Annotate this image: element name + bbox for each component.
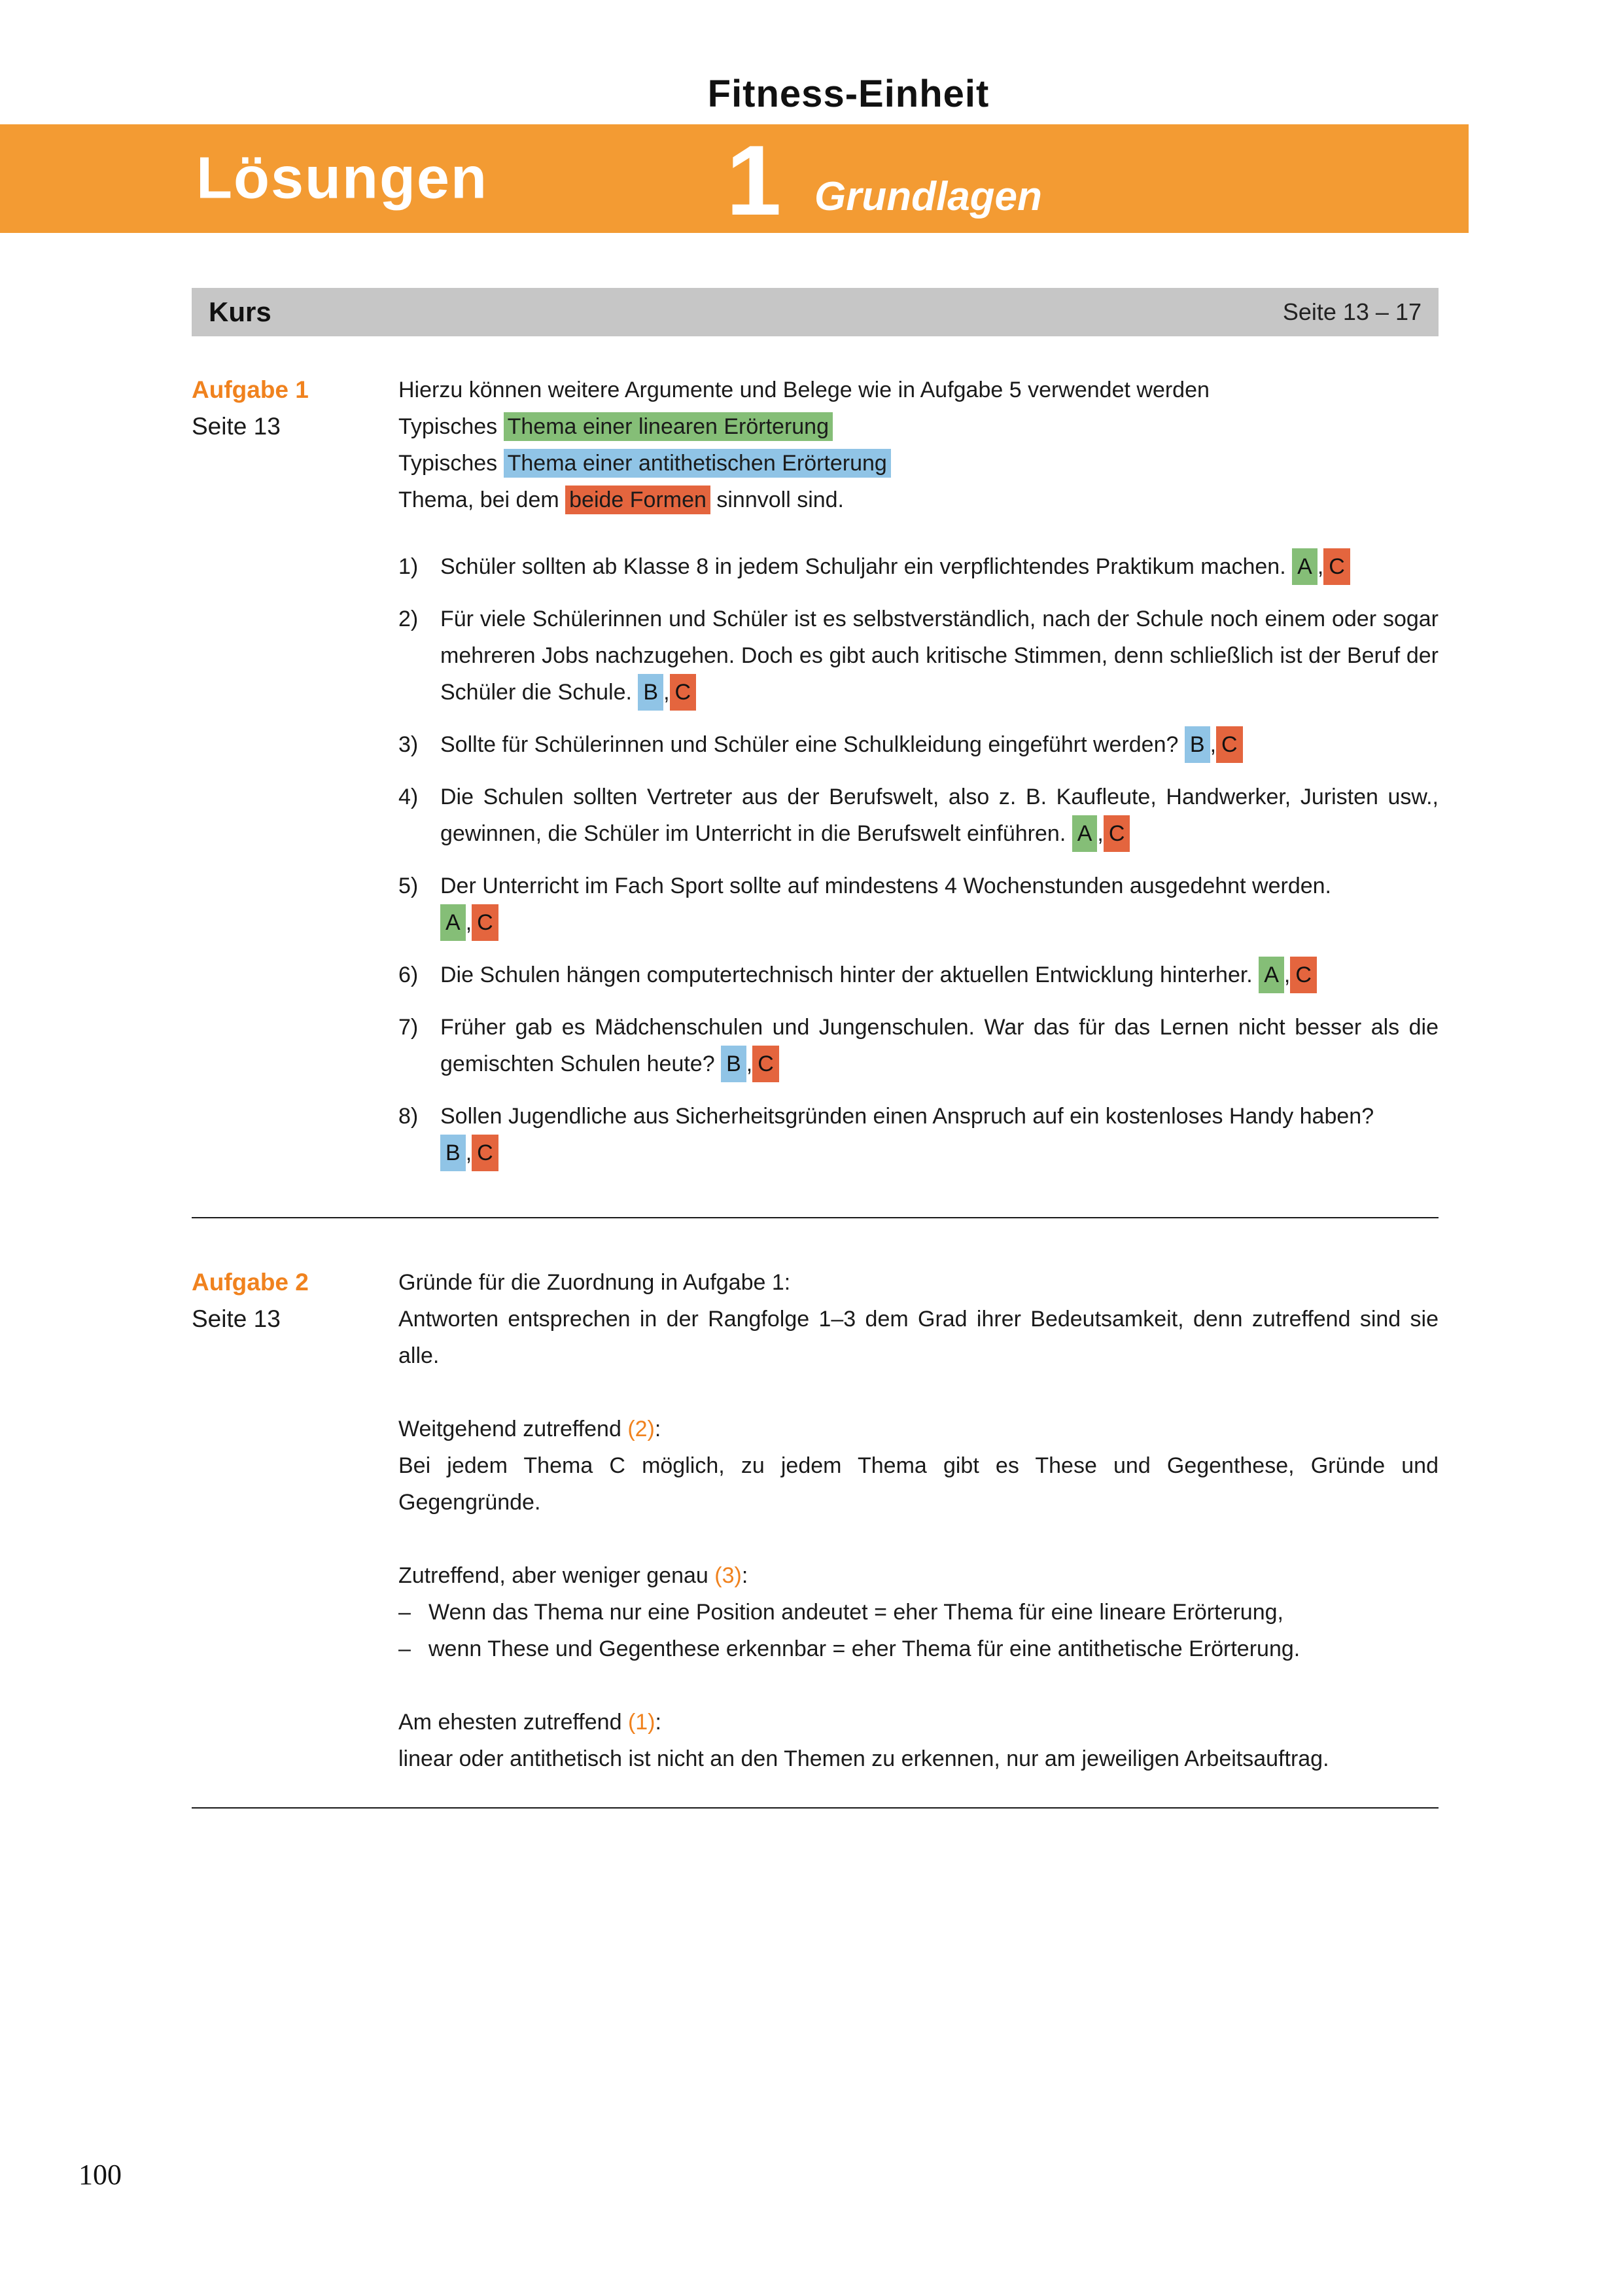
paragraph-text: Gründe für die Zuordnung in Aufgabe 1:	[398, 1270, 791, 1295]
answer-badges	[638, 680, 696, 705]
unit-title: Fitness-Einheit	[707, 73, 990, 115]
task-page-ref: Seite 13	[192, 1305, 281, 1332]
list-item	[398, 868, 1439, 941]
section-bar	[192, 288, 1439, 336]
subheading	[398, 1411, 1439, 1447]
subheading-text: Weitgehend zutreffend	[398, 1417, 628, 1441]
list-item	[398, 1009, 1439, 1082]
badge-separator: ,	[1317, 554, 1324, 579]
intro-line	[398, 408, 1439, 445]
highlight-blue: Thema einer antithetischen Erörterung	[504, 449, 891, 478]
intro-line	[398, 445, 1439, 482]
item-number: 8)	[398, 1104, 419, 1129]
dash-text: wenn These und Gegenthese erkennbar = eher Thema für eine antithetische Erörterung.	[428, 1636, 1300, 1661]
intro-text: Thema, bei dem	[398, 487, 566, 512]
answer-badge-c: C	[752, 1046, 779, 1082]
intro-line	[398, 372, 1439, 408]
answer-badge-b: B	[638, 674, 663, 711]
answer-badge-c: C	[472, 1135, 498, 1171]
dash-item	[398, 1594, 1439, 1631]
dash-glyph: –	[398, 1600, 411, 1625]
answer-badges	[1072, 821, 1130, 846]
chapter-number: 1	[726, 125, 782, 236]
chapter-banner	[0, 124, 1469, 236]
answer-badge-c: C	[670, 674, 697, 711]
item-text	[440, 548, 1439, 585]
item-text	[440, 601, 1439, 711]
item-number: 1)	[398, 554, 419, 579]
section-page-range: Seite 13 – 17	[1282, 298, 1422, 325]
item-sentence: Für viele Schülerinnen und Schüler ist es selbstverständlich, nach der Schule noch einem oder sogar mehreren Jobs nachzugehen. Doch es gibt auch kritische Stimmen, denn schließlich ist der Beruf der Schüler die Schule.	[440, 607, 1439, 705]
badge-separator: ,	[1097, 821, 1104, 846]
badge-separator: ,	[1210, 732, 1217, 757]
answer-badges	[440, 1135, 1439, 1171]
section-title: Kurs	[209, 296, 271, 327]
item-sentence: Die Schulen sollten Vertreter aus der Berufswelt, also z. B. Kaufleute, Handwerker, Juristen usw., gewinnen, die Schüler im Unterricht in die Berufswelt einführen.	[440, 785, 1439, 846]
item-text	[440, 1098, 1439, 1171]
rank-number: (2)	[627, 1417, 655, 1441]
page-number: 100	[79, 2159, 122, 2191]
rank-number: (1)	[627, 1710, 655, 1735]
item-number: 4)	[398, 785, 419, 809]
item-text	[440, 868, 1439, 941]
answer-badge-a: A	[1072, 815, 1098, 852]
paragraph	[398, 1264, 1439, 1301]
item-number: 6)	[398, 963, 419, 987]
answer-badge-b: B	[1185, 726, 1210, 763]
item-number: 5)	[398, 874, 419, 898]
answer-badge-c: C	[472, 904, 498, 941]
task-margin	[192, 1264, 398, 1777]
answer-badges	[1259, 963, 1317, 987]
task-body	[398, 372, 1439, 1187]
intro-text: Hierzu können weitere Argumente und Belege wie in Aufgabe 5 verwendet werden	[398, 378, 1210, 402]
task-aufgabe-1	[192, 372, 1439, 1187]
badge-separator: ,	[465, 1140, 472, 1165]
highlight-red: beide Formen	[565, 486, 710, 514]
answer-badge-c: C	[1290, 957, 1317, 993]
list-item	[398, 957, 1439, 993]
task-margin	[192, 372, 398, 1187]
item-sentence: Sollen Jugendliche aus Sicherheitsgründen einen Anspruch auf ein kostenloses Handy haben?	[440, 1104, 1374, 1129]
subheading	[398, 1557, 1439, 1594]
badge-separator: ,	[663, 680, 670, 705]
loesungen-label: Lösungen	[196, 145, 488, 211]
list-item	[398, 548, 1439, 585]
answer-badge-c: C	[1323, 548, 1350, 585]
paragraph-text: Antworten entsprechen in der Rangfolge 1–3 dem Grad ihrer Bedeutsamkeit, denn zutreffend sind sie alle.	[398, 1307, 1439, 1368]
answer-badges	[721, 1051, 779, 1076]
subheading-text: :	[741, 1563, 748, 1588]
item-text	[440, 1009, 1439, 1082]
item-number: 2)	[398, 607, 419, 631]
paragraph	[398, 1447, 1439, 1521]
intro-text: Typisches	[398, 451, 504, 476]
subheading	[398, 1704, 1439, 1740]
answer-badge-b: B	[721, 1046, 746, 1082]
intro-line	[398, 482, 1439, 518]
answer-badges	[1292, 554, 1350, 579]
task-body	[398, 1264, 1439, 1777]
list-item	[398, 601, 1439, 711]
subheading-text: :	[655, 1710, 661, 1735]
task-intro	[398, 372, 1439, 518]
paragraph	[398, 1740, 1439, 1777]
answer-badges	[1185, 732, 1243, 757]
task-label: Aufgabe 1	[192, 376, 309, 403]
list-item	[398, 1098, 1439, 1171]
badge-separator: ,	[465, 910, 472, 935]
item-text	[440, 726, 1439, 763]
rank-number: (3)	[714, 1563, 742, 1588]
intro-text: Typisches	[398, 414, 504, 439]
paragraph	[398, 1301, 1439, 1374]
item-sentence: Der Unterricht im Fach Sport sollte auf mindestens 4 Wochenstunden ausgedehnt werden.	[440, 874, 1331, 898]
chapter-title: Grundlagen	[814, 174, 1042, 219]
answer-badge-a: A	[440, 904, 466, 941]
list-item	[398, 779, 1439, 852]
answer-badge-a: A	[1259, 957, 1284, 993]
divider-rule	[192, 1217, 1439, 1218]
answer-badge-b: B	[440, 1135, 466, 1171]
dash-glyph: –	[398, 1636, 411, 1661]
item-sentence: Früher gab es Mädchenschulen und Jungenschulen. War das für das Lernen nicht besser als die gemischten Schulen heute?	[440, 1015, 1439, 1076]
page-content	[192, 288, 1439, 1854]
item-number: 3)	[398, 732, 419, 757]
divider-rule	[192, 1807, 1439, 1809]
badge-separator: ,	[1283, 963, 1291, 987]
dash-text: Wenn das Thema nur eine Position andeutet = eher Thema für eine lineare Erörterung,	[428, 1600, 1283, 1625]
answer-badge-c: C	[1104, 815, 1130, 852]
subheading-text: Am ehesten zutreffend	[398, 1710, 628, 1735]
item-text	[440, 779, 1439, 852]
paragraph-text: linear oder antithetisch ist nicht an den Themen zu erkennen, nur am jeweiligen Arbeitsauftrag.	[398, 1746, 1329, 1771]
task-aufgabe-2	[192, 1264, 1439, 1777]
answer-badge-c: C	[1216, 726, 1243, 763]
task-label: Aufgabe 2	[192, 1269, 309, 1296]
paragraph-text: Bei jedem Thema C möglich, zu jedem Thema gibt es These und Gegenthese, Gründe und Gegengründe.	[398, 1453, 1439, 1515]
task-page-ref: Seite 13	[192, 413, 281, 440]
subheading-text: :	[654, 1417, 661, 1441]
item-sentence: Sollte für Schülerinnen und Schüler eine Schulkleidung eingeführt werden?	[440, 732, 1179, 757]
highlight-green: Thema einer linearen Erörterung	[504, 412, 833, 441]
list-item	[398, 726, 1439, 763]
item-text	[440, 957, 1439, 993]
intro-text: sinnvoll sind.	[710, 487, 845, 512]
badge-separator: ,	[746, 1051, 753, 1076]
answer-badges	[440, 904, 1439, 941]
item-sentence: Die Schulen hängen computertechnisch hinter der aktuellen Entwicklung hinterher.	[440, 963, 1253, 987]
item-number: 7)	[398, 1015, 419, 1040]
answer-badge-a: A	[1292, 548, 1318, 585]
item-sentence: Schüler sollten ab Klasse 8 in jedem Schuljahr ein verpflichtendes Praktikum machen.	[440, 554, 1286, 579]
dash-item	[398, 1631, 1439, 1667]
subheading-text: Zutreffend, aber weniger genau	[398, 1563, 715, 1588]
